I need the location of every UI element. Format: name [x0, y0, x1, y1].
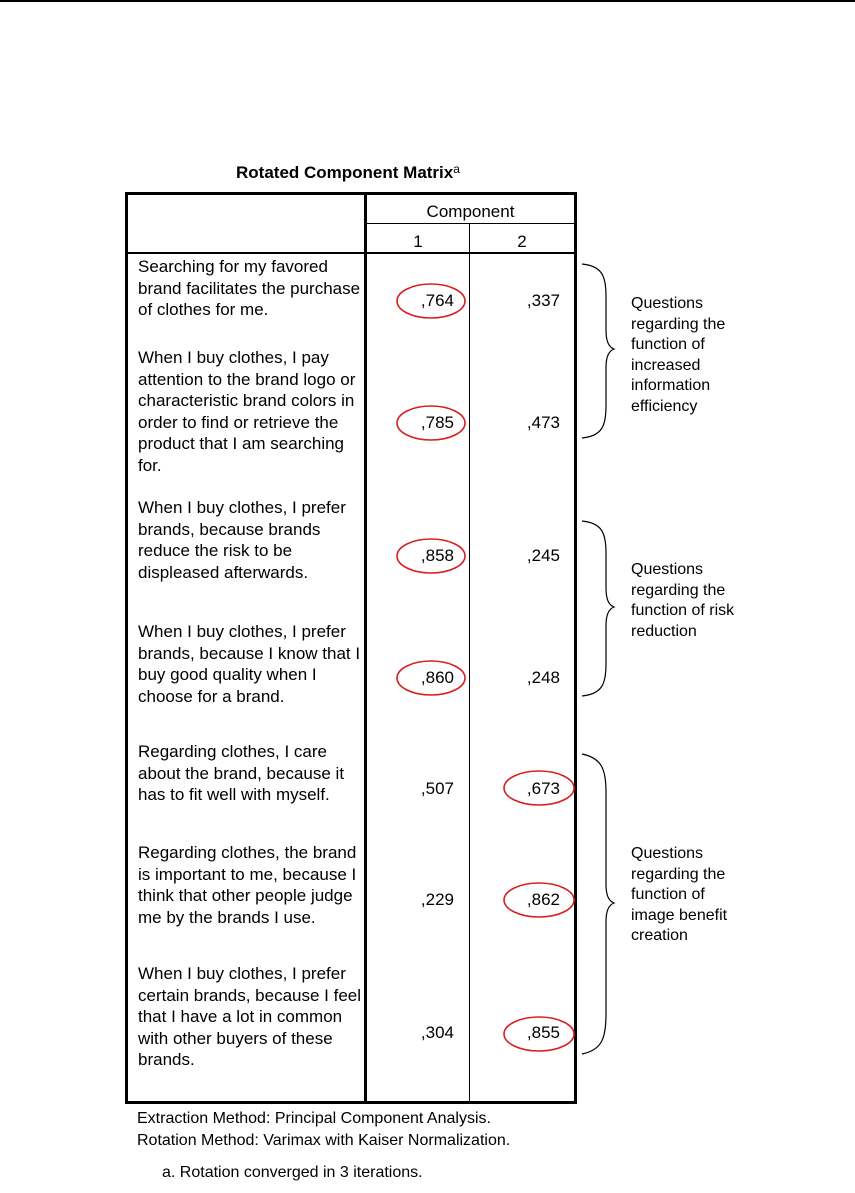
- brace-image-benefit: [582, 754, 614, 1054]
- row-4-c1: ,860: [420, 668, 454, 687]
- row-2-c1: ,785: [420, 413, 454, 432]
- annotation-risk-reduction: Questions regarding the function of risk reduction: [631, 561, 735, 640]
- brace-risk-reduction: [582, 521, 614, 696]
- brace-information-efficiency: [582, 264, 614, 438]
- row-3-c2: ,245: [526, 546, 560, 565]
- row-7-c1: ,304: [420, 1023, 454, 1042]
- row-6-label: Regarding clothes, the brand is important to me, because I think that other people judge me by the brands I use.: [138, 843, 357, 927]
- row-2-label: When I buy clothes, I pay attention to the brand logo or characteristic brand colors in order to find or retrieve the product that I am searching for.: [138, 348, 356, 475]
- component-1-header: 1: [413, 232, 423, 251]
- row-2-c2: ,473: [526, 413, 560, 432]
- annotation-information-efficiency: Questions regarding the function of increased information efficiency: [631, 295, 726, 415]
- row-3-c1: ,858: [420, 546, 454, 565]
- row-1-label: Searching for my favored brand facilitates the purchase of clothes for me.: [138, 257, 361, 319]
- highlight-circle-row-5: [504, 771, 574, 805]
- row-7-label: When I buy clothes, I prefer certain brands, because I feel that I have a lot in common with other buyers of these brands.: [138, 964, 362, 1069]
- table-title: Rotated Component Matrix$^a$: [236, 162, 460, 182]
- row-6-c1: ,229: [420, 890, 454, 909]
- row-7-c2: ,855: [526, 1023, 560, 1042]
- highlight-circle-row-1: [397, 284, 465, 318]
- row-5-c2: ,673: [526, 779, 560, 798]
- annotation-image-benefit: Questions regarding the function of image benefit creation: [631, 845, 728, 944]
- highlight-circle-row-4: [397, 661, 465, 695]
- highlight-circle-row-7: [504, 1017, 574, 1051]
- row-1-c2: ,337: [526, 291, 560, 310]
- highlight-circle-row-2: [397, 406, 465, 440]
- row-6-c2: ,862: [526, 890, 560, 909]
- component-2-header: 2: [517, 232, 527, 251]
- rotation-footnote-a: a. Rotation converged in 3 iterations.: [162, 1164, 423, 1181]
- row-4-c2: ,248: [526, 668, 560, 687]
- component-header: Component: [426, 202, 515, 221]
- title-footnote-marker: a: [453, 162, 460, 176]
- highlight-circle-row-3: [397, 539, 465, 573]
- row-3-label: When I buy clothes, I prefer brands, because brands reduce the risk to be displeased afterwards.: [138, 498, 346, 582]
- extraction-method-note: Extraction Method: Principal Component Analysis.: [137, 1110, 491, 1127]
- row-5-label: Regarding clothes, I care about the brand, because it has to fit well with myself.: [138, 742, 345, 804]
- row-4-label: When I buy clothes, I prefer brands, because I know that I buy good quality when I choose for a brand.: [138, 622, 361, 706]
- row-1-c1: ,764: [420, 291, 454, 310]
- rotation-method-note: Rotation Method: Varimax with Kaiser Normalization.: [137, 1132, 511, 1149]
- highlight-circle-row-6: [504, 883, 574, 917]
- row-5-c1: ,507: [420, 779, 454, 798]
